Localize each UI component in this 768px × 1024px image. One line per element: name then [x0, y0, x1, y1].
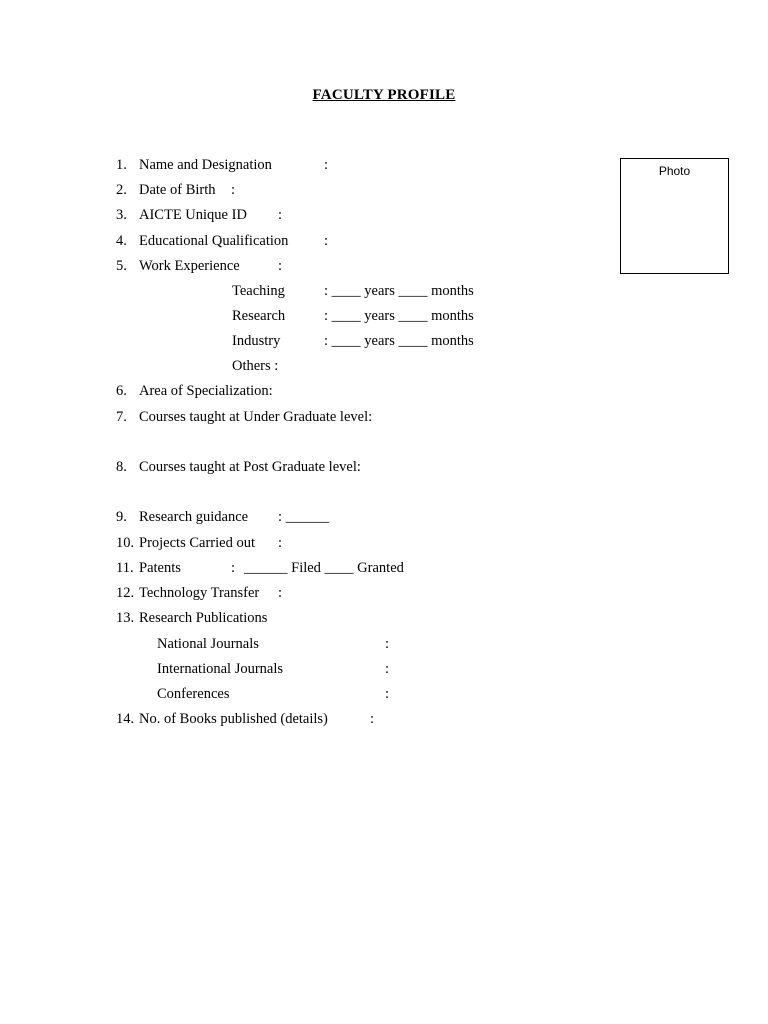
- item-label: Work Experience: [139, 258, 240, 274]
- item-label: Educational Qualification: [139, 233, 289, 249]
- item-label: AICTE Unique ID: [139, 207, 247, 223]
- publication-label: Conferences: [157, 686, 230, 702]
- item-separator: :: [231, 560, 236, 576]
- page-title: FACULTY PROFILE: [312, 87, 456, 103]
- experience-value: : ____ years ____ months: [324, 333, 474, 349]
- experience-label: Teaching: [232, 283, 285, 299]
- publication-separator: :: [385, 686, 390, 702]
- experience-label: Others :: [232, 358, 279, 374]
- item-separator: :: [278, 258, 283, 274]
- item-number: 14.: [116, 711, 135, 727]
- item-label: No. of Books published (details): [139, 711, 328, 727]
- item-label: Date of Birth: [139, 182, 216, 198]
- item-number: 7.: [116, 409, 127, 425]
- item-number: 11.: [116, 560, 134, 576]
- item-separator: :: [278, 207, 283, 223]
- item-label: Patents: [139, 560, 181, 576]
- item-separator: :: [231, 182, 236, 198]
- item-separator: : ______: [278, 509, 330, 525]
- experience-value: : ____ years ____ months: [324, 283, 474, 299]
- photo-label: Photo: [658, 164, 691, 178]
- item-number: 3.: [116, 207, 127, 223]
- publication-label: International Journals: [157, 661, 284, 677]
- item-number: 2.: [116, 182, 127, 198]
- item-number: 6.: [116, 383, 127, 399]
- item-number: 5.: [116, 258, 127, 274]
- photo-box: [620, 158, 729, 274]
- item-value: ______ Filed ____ Granted: [244, 560, 404, 576]
- item-label: Technology Transfer: [139, 585, 260, 601]
- item-number: 8.: [116, 459, 127, 475]
- item-separator: :: [278, 585, 283, 601]
- publication-separator: :: [385, 636, 390, 652]
- item-number: 9.: [116, 509, 127, 525]
- item-number: 1.: [116, 157, 127, 173]
- experience-label: Industry: [232, 333, 281, 349]
- item-label: Research Publications: [139, 610, 268, 626]
- item-number: 13.: [116, 610, 135, 626]
- item-label: Courses taught at Under Graduate level:: [139, 409, 373, 425]
- item-separator: :: [324, 233, 329, 249]
- publication-separator: :: [385, 661, 390, 677]
- experience-label: Research: [232, 308, 286, 324]
- item-label: Name and Designation: [139, 157, 272, 173]
- item-label: Research guidance: [139, 509, 249, 525]
- item-separator: :: [324, 157, 329, 173]
- item-label: Area of Specialization:: [139, 383, 273, 399]
- item-label: Projects Carried out: [139, 535, 255, 551]
- publication-label: National Journals: [157, 636, 259, 652]
- item-label: Courses taught at Post Graduate level:: [139, 459, 361, 475]
- experience-value: : ____ years ____ months: [324, 308, 474, 324]
- item-separator: :: [370, 711, 375, 727]
- item-number: 10.: [116, 535, 135, 551]
- item-separator: :: [278, 535, 283, 551]
- item-number: 4.: [116, 233, 127, 249]
- item-number: 12.: [116, 585, 135, 601]
